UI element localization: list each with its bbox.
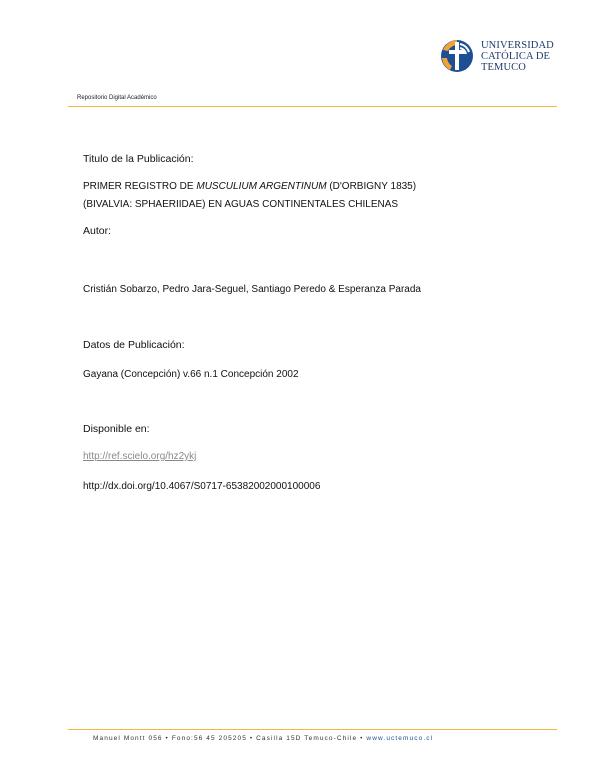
publication-data-value: Gayana (Concepción) v.66 n.1 Concepción 2002 [83, 369, 299, 380]
title-prefix: PRIMER REGISTRO DE [83, 181, 197, 192]
footer-box: Casilla 15D Temuco-Chile [256, 735, 358, 742]
university-name [481, 40, 554, 73]
doi-value: http://dx.doi.org/10.4067/S0717-65382002000100006 [83, 481, 321, 492]
scielo-link[interactable]: http://ref.scielo.org/hz2ykj [83, 451, 197, 462]
logo-line-2: CATÓLICA DE [481, 51, 551, 62]
title-line-2: (BIVALVIA: SPHAERIIDAE) EN AGUAS CONTINENTALES CHILENAS [83, 199, 399, 210]
footer-separator: • [360, 735, 364, 742]
title-suffix: (D'ORBIGNY 1835) [326, 181, 417, 192]
footer-address: Manuel Montt 056 [93, 735, 163, 742]
author-label: Autor: [83, 225, 112, 237]
footer-separator: • [249, 735, 254, 742]
footer-website[interactable]: www.uctemuco.cl [366, 735, 434, 742]
footer-phone: Fono:56 45 205205 [171, 735, 247, 742]
available-label: Disponible en: [83, 423, 150, 435]
header-divider [68, 106, 557, 107]
logo-line-1: UNIVERSIDAD [481, 40, 554, 51]
footer-separator: • [165, 735, 169, 742]
logo-line-3: TEMUCO [481, 62, 526, 73]
footer-divider [68, 729, 557, 730]
authors-value: Cristián Sobarzo, Pedro Jara-Seguel, Santiago Peredo & Esperanza Parada [83, 284, 421, 295]
repository-label: Repositorio Digital Académico [77, 95, 157, 101]
title-species: MUSCULIUM ARGENTINUM [196, 181, 327, 192]
university-emblem-icon [440, 36, 476, 74]
title-label: Titulo de la Publicación: [83, 153, 194, 165]
university-logo [440, 36, 560, 78]
footer [93, 735, 433, 742]
title-line-1 [83, 181, 416, 192]
publication-data-label: Datos de Publicación: [83, 339, 185, 351]
